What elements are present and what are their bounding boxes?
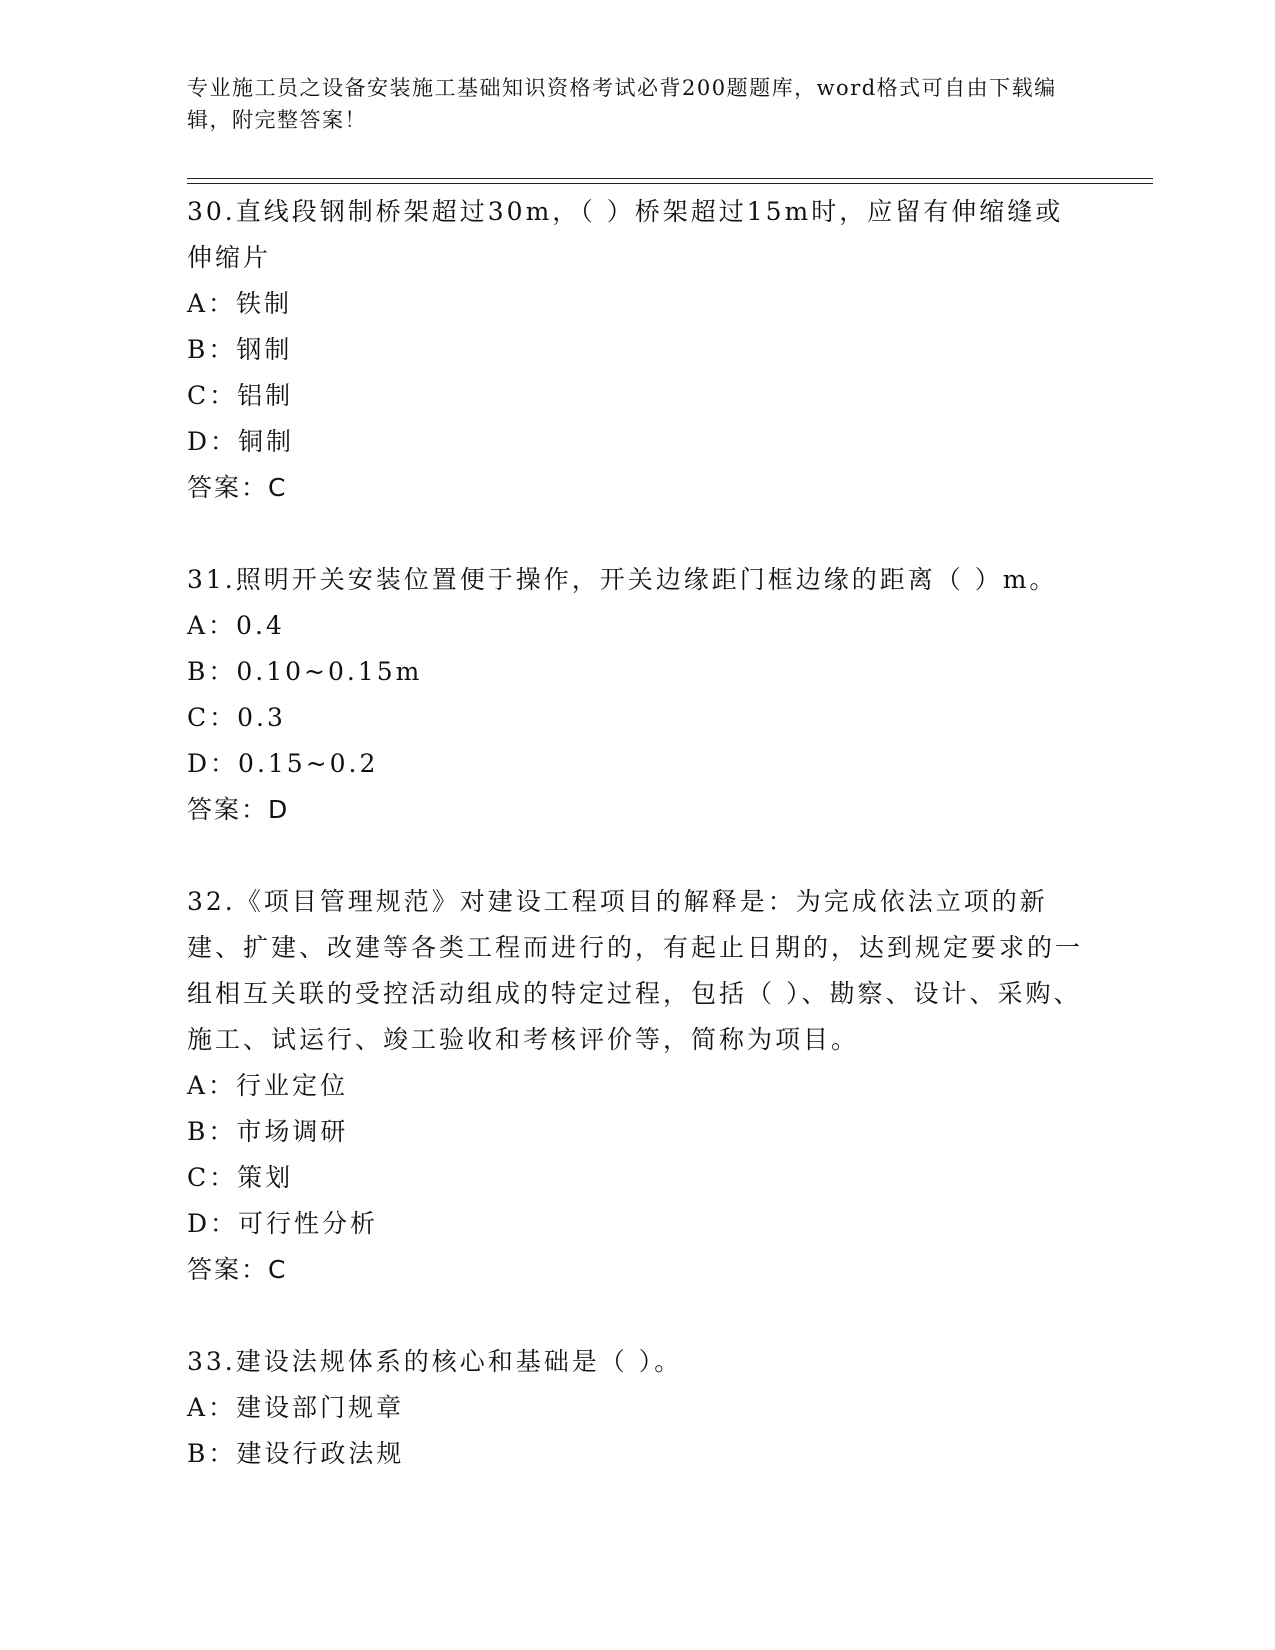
answer-label: 答案：C: [187, 473, 288, 502]
option-b: B：建设行政法规: [187, 1439, 405, 1468]
option-b: B：钢制: [187, 335, 293, 364]
header-divider-top: [187, 178, 1153, 179]
option-a: A：建设部门规章: [187, 1393, 405, 1422]
option-c: C：0.3: [187, 703, 286, 732]
question-stem: 32.《项目管理规范》对建设工程项目的解释是：为完成依法立项的新建、扩建、改建等各类工程而进行的，有起止日期的，达到规定要求的一组相互关联的受控活动组成的特定过程，包括（ ）、勘察、设计、采购、施工、试运行、竣工验收和考核评价等，简称为项目。: [187, 887, 1084, 1054]
option-d: D：0.15~0.2: [187, 749, 379, 778]
answer-label: 答案：D: [187, 795, 290, 824]
header-divider-bottom: [187, 183, 1153, 184]
option-b: B：0.10~0.15m: [187, 657, 423, 686]
answer-label: 答案：C: [187, 1255, 288, 1284]
option-c: C：铝制: [187, 381, 294, 410]
option-a: A：铁制: [187, 289, 293, 318]
option-d: D：可行性分析: [187, 1209, 379, 1238]
document-header: 专业施工员之设备安装施工基础知识资格考试必背200题题库，word格式可自由下载编辑，附完整答案！: [187, 76, 1057, 132]
question-31: [187, 557, 1087, 833]
question-stem: 33.建设法规体系的核心和基础是（ ）。: [187, 1347, 683, 1376]
question-30: [187, 189, 1087, 511]
option-c: C：策划: [187, 1163, 294, 1192]
option-a: A：0.4: [187, 611, 285, 640]
question-stem: 30.直线段钢制桥架超过30m，（ ）桥架超过15m时，应留有伸缩缝或伸缩片: [187, 197, 1064, 272]
option-d: D：铜制: [187, 427, 295, 456]
question-32: [187, 879, 1087, 1293]
question-33: [187, 1339, 1087, 1477]
option-a: A：行业定位: [187, 1071, 349, 1100]
question-stem: 31.照明开关安装位置便于操作，开关边缘距门框边缘的距离（ ）m。: [187, 565, 1058, 594]
option-b: B：市场调研: [187, 1117, 349, 1146]
question-list: [187, 189, 1087, 1523]
